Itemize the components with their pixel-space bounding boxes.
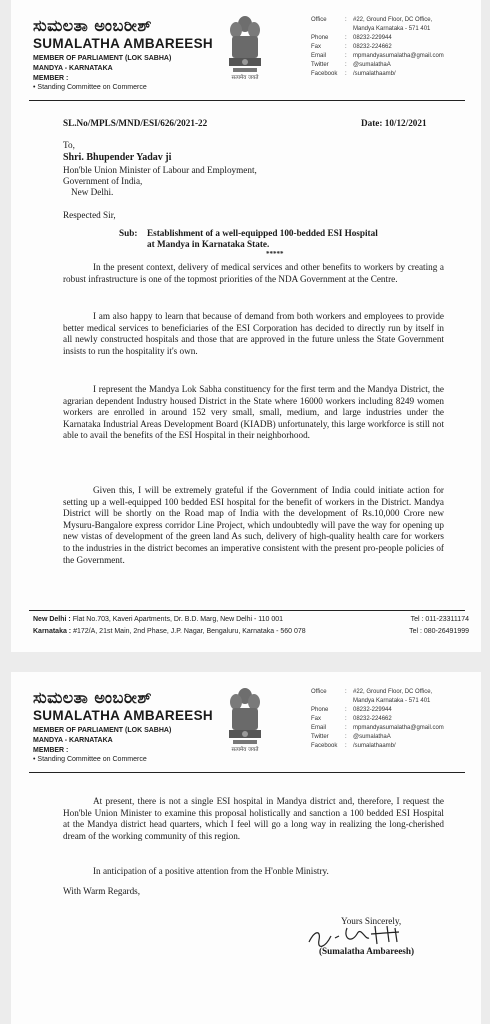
contact-separator: : [345,743,347,749]
contact-separator: : [345,53,347,59]
contact-separator: : [345,689,347,695]
contact-key: Phone [311,707,329,713]
name-kannada: ಸುಮಲತಾ ಅಂಬರೀಶ್ [33,16,152,35]
letterhead [11,0,481,118]
contact-value: #22, Ground Floor, DC Office, [353,689,433,695]
subject-line: Establishment of a well-equipped 100-bedded ESI Hospital [147,228,378,238]
subject-label: Sub: [119,228,138,238]
reference-number: SL.No/MPLS/MND/ESI/626/2021-22 [63,118,208,128]
contact-key: Fax [311,44,322,50]
contact-separator: : [345,71,347,77]
contact-row [311,43,444,52]
contact-row [311,706,444,715]
contact-key: Office [311,17,327,23]
header-rule [29,772,465,773]
contact-key [311,697,345,706]
constituency: MANDYA - KARNATAKA [33,737,113,744]
contact-value: /sumalathaamb/ [353,743,396,749]
contact-separator: : [345,44,347,50]
constituency: MANDYA - KARNATAKA [33,65,113,72]
contact-row [311,724,444,733]
contact-value: #22, Ground Floor, DC Office, [353,17,433,23]
contact-row [311,52,444,61]
contact-separator: : [345,716,347,722]
contact-key: Twitter [311,734,329,740]
contact-separator: : [345,17,347,23]
committee: • Standing Committee on Commerce [33,756,147,763]
contact-key: Phone [311,35,329,41]
contact-separator [345,697,353,706]
contact-key: Office [311,689,327,695]
contact-value: Mandya Karnataka - 571 401 [353,698,431,704]
to-label: To, [63,140,75,150]
recipient-line: New Delhi. [71,187,114,197]
contact-value: @sumalathaA [353,62,391,68]
member-label: MEMBER : [33,747,69,754]
contact-key: Twitter [311,62,329,68]
member-label: MEMBER : [33,75,69,82]
contact-separator [345,25,353,34]
paragraph-1: In the present context, delivery of medical services and other benefits to workers by creating a robust infrastructure is one of the topmost priorities of the NDA Government at the Centre. [63,262,444,284]
national-emblem-icon [223,684,267,754]
contact-value: /sumalathaamb/ [353,71,396,77]
paragraph-4: Given this, I will be extremely grateful if the Government of India could initiate action for setting up a well-equipped 100 bedded ESI hospital for the benefit of workers in the District. Mandya District will be shortly on the Road map of India with the development of Rs.10,000 Crore new Mysuru-Bangalore express corridor Line Project, which undoubtedly will pave the way for opening up new vistas of development of the green land As such, delivery of high-quality health care for workers to the industries in the district becomes an imperative consistent with the present pro-people policies of the Government. [63,485,444,565]
letter-page-2 [11,672,481,1024]
contact-value: mpmandyasumalatha@gmail.com [353,725,444,731]
signatory-name: (Sumalatha Ambareesh) [319,946,415,956]
footer-delhi-label: New Delhi : [33,616,71,623]
footer-delhi-address: Flat No.703, Kaveri Apartments, Dr. B.D. Marg, New Delhi - 110 001 [72,616,284,623]
contact-separator: : [345,35,347,41]
paragraph-2: I am also happy to learn that because of demand from both workers and employees to provide better medical services to beneficiaries of the ESI Corporation has decided to directly run by itself in all newly constructed hospitals and those that are approved in the future unless the State Government insists to run the hospitality it's own. [63,311,444,356]
emblem-motto: सत्यमेव जयते [231,75,259,81]
footer-karnataka-label: Karnataka : [33,628,72,635]
contact-row [311,742,444,751]
contact-row [311,688,444,697]
contact-value: 08232-224662 [353,44,392,50]
contact-value: 08232-229944 [353,707,392,713]
contact-key: Email [311,725,327,731]
letter-page-1 [11,0,481,652]
contact-separator: : [345,725,347,731]
contact-key: Facebook [311,71,338,77]
subject-stars: ***** [266,250,284,258]
footer-delhi [33,616,469,623]
emblem-motto: सत्यमेव जयते [231,747,259,753]
footer-karnataka-tel: Tel : 080-26491999 [409,628,469,635]
committee: • Standing Committee on Commerce [33,84,147,91]
contact-row [311,25,444,34]
letterhead [11,672,481,790]
contact-key: Email [311,53,327,59]
yours-sincerely: Yours Sincerely, [341,916,402,926]
footer-delhi-tel: Tel : 011-23311174 [410,616,469,623]
recipient-line: Hon'ble Union Minister of Labour and Employment, [63,165,257,175]
paragraph-5: At present, there is not a single ESI hospital in Mandya district and, therefore, I request the Hon'ble Union Minister to examine this proposal holistically and sanction a 100 bedded ESI Hospital at the Mandya district head quarters, which I feel will go a long way in realizing the long-cherished dream of the working community of this region. [63,796,444,841]
footer-rule [29,610,465,611]
contact-block [311,16,444,79]
recipient-line: Government of India, [63,176,143,186]
contact-row [311,70,444,79]
header-rule [29,100,465,101]
contact-block [311,688,444,751]
designation: MEMBER OF PARLIAMENT (LOK SABHA) [33,55,172,62]
subject-line: at Mandya in Karnataka State. [147,239,270,249]
contact-value: Mandya Karnataka - 571 401 [353,26,431,32]
contact-key: Fax [311,716,322,722]
contact-row [311,697,444,706]
contact-separator: : [345,707,347,713]
contact-value: mpmandyasumalatha@gmail.com [353,53,444,59]
contact-separator: : [345,62,347,68]
letter-date: Date: 10/12/2021 [361,118,427,128]
closing: With Warm Regards, [63,886,141,896]
contact-key: Facebook [311,743,338,749]
paragraph-6: In anticipation of a positive attention from the H'onble Ministry. [93,866,329,876]
contact-value: @sumalathaA [353,734,391,740]
contact-key [311,25,345,34]
designation: MEMBER OF PARLIAMENT (LOK SABHA) [33,727,172,734]
salutation: Respected Sir, [63,210,116,220]
contact-separator: : [345,734,347,740]
contact-value: 08232-229944 [353,35,392,41]
contact-value: 08232-224662 [353,716,392,722]
national-emblem-icon [223,12,267,82]
footer-karnataka [33,628,469,635]
recipient-name: Shri. Bhupender Yadav ji [63,152,172,163]
contact-row [311,733,444,742]
paragraph-3: I represent the Mandya Lok Sabha constituency for the first term and the Mandya District, the agrarian dependent Industry housed District in the State where 16000 workers including 8249 women workers are enrolled in around 152 very small, small, medium, and large industries under the Karnataka Industrial Areas Development Board (KIADB) unfortunately, this large workforce is still not able to avail the benefits of the ESI Hospital in their neighborhood. [63,384,444,441]
contact-row [311,34,444,43]
name-english: SUMALATHA AMBAREESH [33,708,213,723]
footer-karnataka-address: #172/A, 21st Main, 2nd Phase, J.P. Nagar, Bengaluru, Karnataka - 560 078 [73,628,306,635]
name-english: SUMALATHA AMBAREESH [33,36,213,51]
contact-row [311,16,444,25]
contact-row [311,61,444,70]
name-kannada: ಸುಮಲತಾ ಅಂಬರೀಶ್ [33,688,152,707]
contact-row [311,715,444,724]
